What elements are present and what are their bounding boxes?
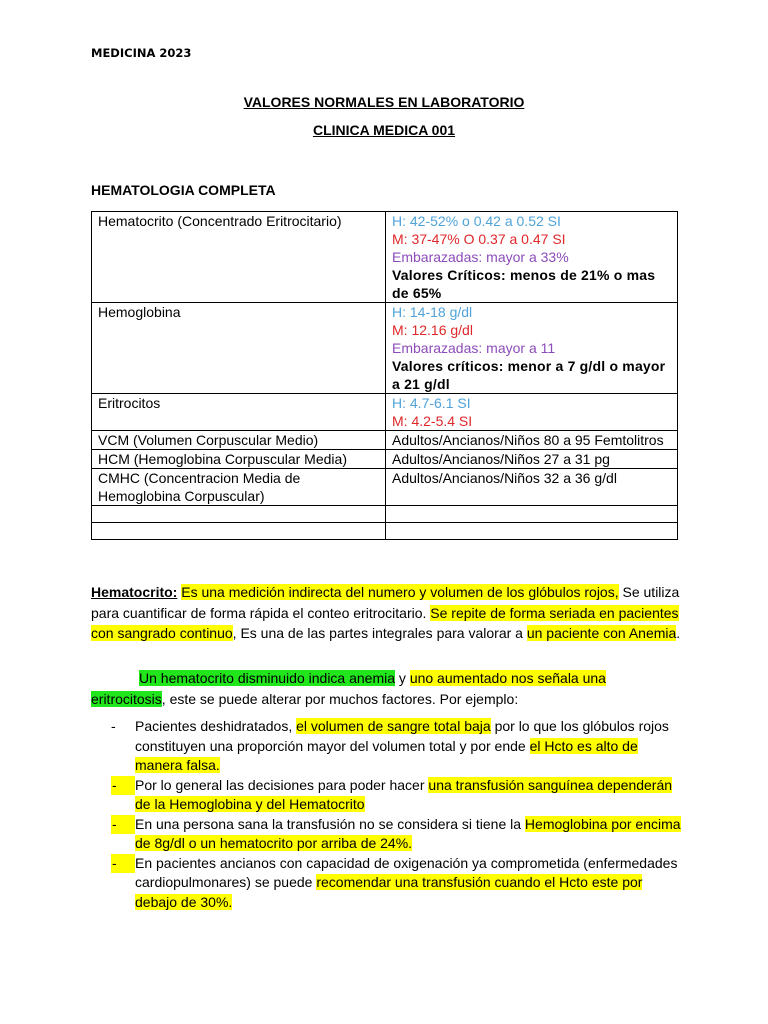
table-cell-values [386,212,678,303]
document-header: MEDICINA 2023 [91,46,192,60]
table-cell-value: Adultos/Ancianos/Niños 80 a 95 Femtolitros [386,431,678,450]
table-cell-parameter: Eritrocitos [92,394,386,431]
value-critical: Valores Críticos: menos de 21% o mas de 65% [392,267,656,301]
bullet-dash: - [111,854,135,874]
lab-values-table [91,211,678,540]
paragraph-label: Hematocrito: [91,584,178,600]
text-run: Pacientes deshidratados, [135,718,297,734]
bullet-dash: - [111,815,135,835]
table-row [92,212,678,303]
table-cell-values [386,303,678,394]
value-women: M: 4.2-5.4 SI [392,413,473,429]
text-run: y [395,670,410,686]
table-cell-values [386,394,678,431]
highlight: un paciente con Anemia [526,625,677,641]
value-men: H: 4.7-6.1 SI [392,395,471,411]
value-pregnant: Embarazadas: mayor a 33% [392,249,569,265]
table-row [92,394,678,431]
value-men: H: 42-52% o 0.42 a 0.52 SI [392,213,561,229]
text-run: , Es una de las partes integrales para valorar a [232,625,527,641]
bullet-dash: - [111,776,135,796]
table-row [92,431,678,450]
highlight: Se repite de forma seriada en pacientes con sangrado continuo [91,604,679,641]
highlight: Es una medición indirecta del numero y volumen de los glóbulos rojos, [181,584,619,600]
bullet-dash: - [111,718,116,734]
highlight: una transfusión sanguínea dependerán de la Hemoglobina y del Hematocrito [135,776,673,812]
list-item [91,815,681,854]
table-cell-parameter: CMHC (Concentracion Media de Hemoglobina Corpuscular) [92,469,386,506]
table-cell-empty [386,506,678,523]
table-cell-parameter: Hemoglobina [92,303,386,394]
value-pregnant: Embarazadas: mayor a 11 [392,340,556,356]
text-run: En pacientes ancianos con capacidad de oxigenación ya comprometida (enfermedades cardiopulmonares) se puede [135,854,678,890]
table-cell-value: Adultos/Ancianos/Niños 32 a 36 g/dl [386,469,678,506]
table-cell-parameter: HCM (Hemoglobina Corpuscular Media) [92,450,386,469]
table-cell-empty [386,523,678,540]
highlight: Hemoglobina por encima de 8g/dl o un hematocrito por arriba de 24%. [135,815,681,851]
highlight-green: eritrocitosis [91,690,162,707]
text-run: Se utiliza para cuantificar de forma rápida el conteo eritrocitario. [91,584,680,621]
section-title: HEMATOLOGIA COMPLETA [91,182,276,198]
document-title: VALORES NORMALES EN LABORATORIO [243,94,525,110]
table-row [92,450,678,469]
highlight: uno aumentado nos señala una [409,670,606,686]
table-cell-parameter: Hematocrito (Concentrado Eritrocitario) [92,212,386,303]
value-men: H: 14-18 g/dl [392,304,473,320]
value-women: M: 37-47% O 0.37 a 0.47 SI [392,231,566,247]
table-cell-empty [92,506,386,523]
table-row-empty [92,506,678,523]
paragraph-hematocrito [91,582,681,644]
value-critical: Valores críticos: menor a 7 g/dl o mayor a 21 g/dl [392,358,666,392]
text-run: , este se puede alterar por muchos factores. Por ejemplo: [161,690,519,707]
table-row [92,469,678,506]
document-subtitle: CLINICA MEDICA 001 [312,122,456,138]
list-item [91,854,681,913]
table-cell-parameter: VCM (Volumen Corpuscular Medio) [92,431,386,450]
table-cell-value: Adultos/Ancianos/Niños 27 a 31 pg [386,450,678,469]
text-run: . [676,625,681,641]
highlight: recomendar una transfusión cuando el Hcto este por debajo de 30%. [135,874,643,910]
highlight: el Hcto es alto de manera falsa. [135,737,638,773]
text-run: por lo que los glóbulos rojos constituyen una proporción mayor del volumen total y por ende [135,718,669,754]
table-row-empty [92,523,678,540]
paragraph-anemia [91,668,681,709]
text-run: En una persona sana la transfusión no se considera si tiene la [135,815,525,832]
highlight: el volumen de sangre total baja [296,718,491,734]
examples-list [91,717,681,912]
table-row [92,303,678,394]
text-run: Por lo general las decisiones para poder hacer [135,776,429,793]
value-women: M: 12.16 g/dl [392,322,473,338]
highlight-green: Un hematocrito disminuido indica anemia [139,670,396,686]
table-cell-empty [92,523,386,540]
list-item [91,717,681,776]
list-item [91,776,681,815]
